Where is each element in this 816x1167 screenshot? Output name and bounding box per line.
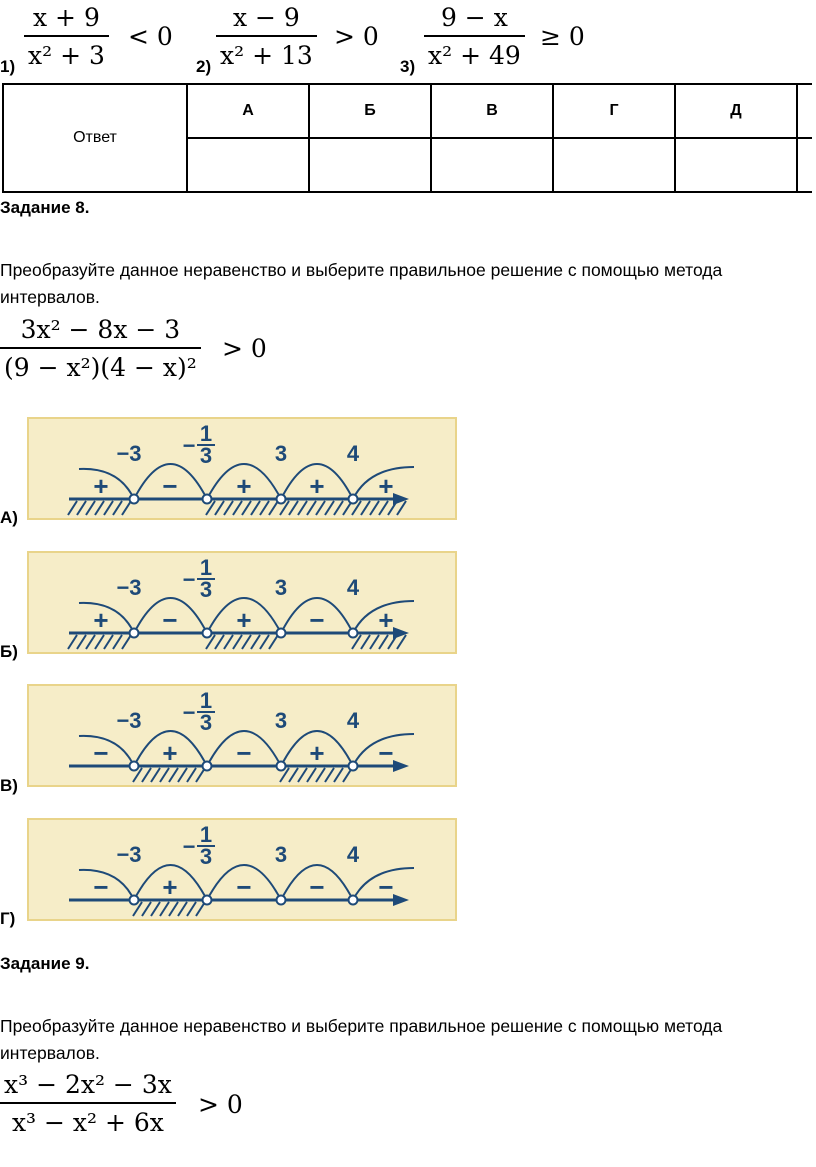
interval-sign-4: − — [309, 605, 325, 635]
tick-label-neg-3: −3 — [116, 441, 142, 466]
tick-label-frac-num: 1 — [199, 688, 213, 713]
tick-label-4: 4 — [346, 575, 360, 600]
interval-sign-2: + — [162, 872, 178, 902]
tick-label-neg-3: −3 — [116, 842, 142, 867]
interval-sign-5: − — [378, 872, 394, 902]
hatch-interval-2 — [133, 902, 205, 916]
tick-label-frac-den: 3 — [199, 577, 213, 602]
point-3 — [277, 896, 286, 905]
point-3 — [277, 629, 286, 638]
tick-label-minus-sign: − — [182, 834, 196, 859]
option-2-numerator: x − 9 — [232, 3, 300, 32]
interval-sign-1: − — [93, 872, 109, 902]
tick-label-frac-den: 3 — [199, 710, 213, 735]
axis-arrow-icon — [393, 493, 409, 505]
interval-sign-3: − — [236, 738, 252, 768]
hatch-interval-1 — [68, 501, 131, 515]
answer-row-label: Ответ — [3, 84, 187, 192]
option-2-denominator: x² + 13 — [220, 41, 313, 70]
option-label-2: Б) — [0, 642, 18, 661]
answer-col-d: Д — [675, 84, 797, 138]
tick-label-frac-den: 3 — [199, 443, 213, 468]
number-line-panel-1[interactable] — [27, 417, 457, 520]
answer-cell-v[interactable] — [431, 138, 553, 192]
answer-col-a: А — [187, 84, 309, 138]
option-3-relation: ≥ 0 — [540, 22, 585, 51]
interval-sign-3: + — [236, 605, 252, 635]
tick-label-frac-num: 1 — [199, 555, 213, 580]
interval-sign-2: + — [162, 738, 178, 768]
interval-sign-5: + — [378, 605, 394, 635]
option-1-relation: < 0 — [128, 22, 173, 51]
option-2-relation: > 0 — [334, 22, 379, 51]
interval-sign-4: − — [309, 872, 325, 902]
option-3-fraction — [424, 5, 525, 68]
tick-label-frac-den: 3 — [199, 844, 213, 869]
task-9-fraction — [0, 1072, 176, 1135]
task-9-denominator: x³ − x² + 6x — [11, 1108, 164, 1137]
point-1 — [130, 629, 139, 638]
tick-label-neg-3: −3 — [116, 708, 142, 733]
interval-sign-1: + — [93, 605, 109, 635]
point-4 — [349, 896, 358, 905]
task-8-fraction — [0, 317, 201, 380]
tick-label-neg-3: −3 — [116, 575, 142, 600]
tick-label-3: 3 — [274, 708, 288, 733]
hatch-interval-3 — [206, 635, 278, 649]
hatch-interval-4 — [280, 768, 352, 782]
tick-label-3: 3 — [274, 842, 288, 867]
option-3-numerator: 9 − x — [440, 3, 508, 32]
option-3-label: 3) — [400, 57, 416, 76]
tick-label-minus-sign: − — [182, 700, 196, 725]
point-1 — [130, 495, 139, 504]
task-8-numerator: 3x² − 8x − 3 — [20, 315, 181, 344]
point-2 — [203, 896, 212, 905]
option-1-fraction — [24, 5, 109, 68]
tick-label-4: 4 — [346, 842, 360, 867]
interval-sign-4: + — [309, 738, 325, 768]
task-8-title: Задание 8. — [0, 198, 90, 217]
point-1 — [130, 762, 139, 771]
hatch-interval-2 — [133, 768, 205, 782]
option-2-label: 2) — [196, 57, 212, 76]
tick-label-minus-sign: − — [182, 567, 196, 592]
tick-label-3: 3 — [274, 441, 288, 466]
answer-col-v: В — [431, 84, 553, 138]
point-3 — [277, 762, 286, 771]
tick-label-3: 3 — [274, 575, 288, 600]
option-1-label: 1) — [0, 57, 16, 76]
axis-arrow-icon — [393, 760, 409, 772]
point-4 — [349, 629, 358, 638]
interval-sign-5: + — [378, 471, 394, 501]
axis-arrow-icon — [393, 894, 409, 906]
point-4 — [349, 495, 358, 504]
point-2 — [203, 762, 212, 771]
point-2 — [203, 629, 212, 638]
answer-table — [2, 83, 812, 193]
interval-sign-2: − — [162, 471, 178, 501]
interval-sign-2: − — [162, 605, 178, 635]
option-label-3: В) — [0, 776, 18, 795]
answer-cell-d[interactable] — [675, 138, 797, 192]
tick-label-frac-num: 1 — [199, 822, 213, 847]
answer-cell-a[interactable] — [187, 138, 309, 192]
tick-label-4: 4 — [346, 441, 360, 466]
option-label-4: Г) — [0, 909, 16, 928]
answer-col-b: Б — [309, 84, 431, 138]
interval-sign-3: − — [236, 872, 252, 902]
hatch-interval-1 — [68, 635, 131, 649]
interval-sign-1: − — [93, 738, 109, 768]
hatch-interval-4 — [280, 501, 352, 515]
answer-col-g: Г — [553, 84, 675, 138]
interval-sign-3: + — [236, 471, 252, 501]
option-1-denominator: x² + 3 — [28, 41, 105, 70]
task-9-numerator: x³ − 2x² − 3x — [4, 1070, 172, 1099]
tick-label-4: 4 — [346, 708, 360, 733]
interval-sign-1: + — [93, 471, 109, 501]
tick-label-frac-num: 1 — [199, 421, 213, 446]
tick-label-minus-sign: − — [182, 433, 196, 458]
point-4 — [349, 762, 358, 771]
answer-cell-b[interactable] — [309, 138, 431, 192]
option-label-1: А) — [0, 508, 18, 527]
task-9-title: Задание 9. — [0, 954, 90, 973]
number-line-panel-2[interactable] — [27, 551, 457, 654]
task-8-relation: > 0 — [222, 334, 267, 363]
interval-sign-4: + — [309, 471, 325, 501]
option-2-fraction — [216, 5, 317, 68]
hatch-interval-3 — [206, 501, 278, 515]
point-2 — [203, 495, 212, 504]
task-9-relation: > 0 — [198, 1090, 243, 1119]
task-9-text: Преобразуйте данное неравенство и выберите правильное решение с помощью метода интервалов. — [0, 1016, 723, 1063]
interval-sign-5: − — [378, 738, 394, 768]
axis-arrow-icon — [393, 627, 409, 639]
option-1-numerator: x + 9 — [33, 3, 100, 32]
option-3-denominator: x² + 49 — [428, 41, 521, 70]
number-line-panel-4[interactable] — [27, 818, 457, 921]
point-1 — [130, 896, 139, 905]
answer-cell-g[interactable] — [553, 138, 675, 192]
task-8-denominator: (9 − x²)(4 − x)² — [4, 353, 197, 382]
task-8-text: Преобразуйте данное неравенство и выберите правильное решение с помощью метода интервалов. — [0, 260, 723, 307]
number-line-panel-3[interactable] — [27, 684, 457, 787]
point-3 — [277, 495, 286, 504]
